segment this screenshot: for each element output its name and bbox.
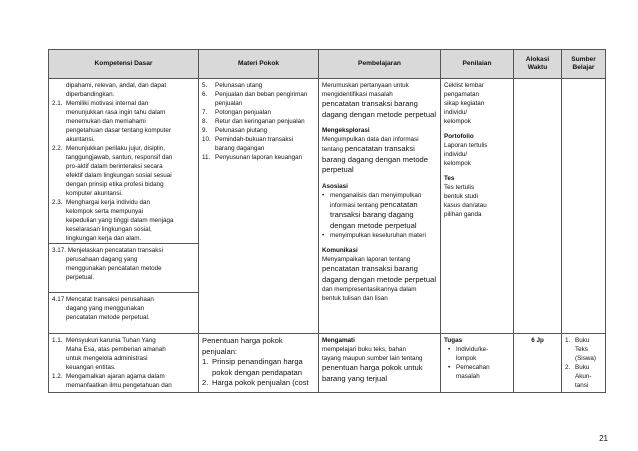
list-item: lingkungan kerja dan alam. (66, 235, 142, 242)
list-item: efektif dalam lingkungan sosial sesuai (66, 172, 172, 179)
pembelajaran-cell: Merumuskan pertanyaan untuk mengidentifikasi masalah pencatatan transaksi barang dagang dengan metode perpetual Mengeksplorasi Mengumpulkan data dan informasi tentang pencatatan transaksi barang dagang dengan metode perpetual Asosiasi • menganalisis dan menyimpulkan informasi tentang pencatatan transaksi barang dagang dengan metode perpetual • menyimpulkan keseluruhan materi Komunikasi Menyampaikan laporan tentang pencatatan transaksi barang dagang dengan metode perpetual dan mempresentasikannya dalam bentuk tulisan dan lisan (319, 79, 441, 334)
header-kompetensi-dasar: Kompetensi Dasar (49, 50, 199, 79)
list-item: 2. Harga pokok penjualan (cost (202, 378, 309, 387)
table-row (49, 334, 606, 393)
kd-3-17: 3.17. Menjelaskan pencatatan transaksi perusahaan dagang yang menggunakan pencatatan metode perpetual. (49, 243, 198, 292)
list-item: 7. Potongan penjualan (202, 109, 272, 116)
list-item: barang dagangan (215, 145, 265, 152)
list-item: 2.2. Menunjukkan perilaku jujur, disiplin, (52, 145, 166, 152)
list-item: menemukan dan memahami (66, 118, 146, 125)
list-item: 1. Buku (565, 337, 590, 344)
list-item: 1.2. Mengamalkan ajaran agama dalam (52, 373, 165, 380)
list-item: 1. Prinsip penandingan harga (202, 357, 303, 366)
materi-cell (199, 79, 319, 334)
alokasi-cell: 6 Jp (514, 334, 562, 393)
list-item: Akun- (575, 373, 592, 380)
list-item: Teks (575, 346, 588, 353)
header-penilaian: Penilaian (441, 50, 514, 79)
list-item: 10. Pemindah-bukuan transaksi (202, 136, 294, 143)
list-item: keuangan entitas. (66, 364, 116, 371)
list-item: 1.1. Mensyukuri karunia Tuhan Yang (52, 337, 156, 344)
list-item: pro-aktif dalam berinteraksi secara (66, 163, 163, 170)
kd-continuation: dipahami, relevan, andal, dan dapat diperbandingkan. (66, 82, 167, 98)
table-row (49, 79, 606, 334)
header-materi-pokok: Materi Pokok (199, 50, 319, 79)
list-item: pokok dengan pendapatan (212, 367, 302, 377)
header-row (49, 50, 606, 79)
list-item: akuntansi. (66, 136, 95, 143)
header-sumber-belajar: Sumber Belajar (562, 50, 606, 79)
komunikasi-title: Komunikasi (322, 247, 358, 254)
list-item: penjualan (215, 100, 243, 107)
bullet-icon: • (322, 191, 325, 199)
list-item: kelompok serta mempunyai (66, 208, 143, 215)
tes-title: Tes (444, 175, 455, 182)
list-item: untuk mengelola administrasi (66, 355, 148, 362)
syllabus-table (48, 49, 606, 393)
list-item: kepedulian yang tinggi dalam menjaga (66, 217, 174, 224)
list-item: 5. Pelunasan utang (202, 82, 263, 89)
materi-cell: Penentuan harga pokok penjualan: 1. Prinsip penandingan harga pokok dengan pendapatan 2. Harga pokok penjualan (cost (199, 334, 319, 393)
mengamati-title: Mengamati (322, 337, 355, 344)
alokasi-cell (514, 79, 562, 334)
penilaian-cell: Ceklist lembar pengamatan sikap kegiatan individu/ kelompok Portofolio Laporan tertulis individu/ kelompok Tes Tes tertulis bentuk studi kasus dan/atau pilihan ganda (441, 79, 514, 334)
tugas-title: Tugas (444, 337, 463, 344)
list-item: 2. Buku (565, 364, 590, 371)
list-item: 11. Penyusunan laporan keuangan (202, 154, 303, 161)
header-alokasi-waktu: Alokasi Waktu (514, 50, 562, 79)
list-item: 9. Pelunasan piutang (202, 127, 268, 134)
kd-4-17: 4.17 Mencatat transaksi perusahaan dagang yang menggunakan pencatatan metode perpetual. (49, 292, 198, 333)
sumber-cell (562, 79, 606, 334)
sumber-cell (562, 334, 606, 393)
list-item: 8. Retur dan keringanan penjualan (202, 118, 305, 125)
asosiasi-title: Asosiasi (322, 182, 348, 190)
page-number: 21 (599, 434, 608, 443)
list-item: Maha Esa, atas pemberian amanah (66, 346, 166, 353)
pembelajaran-cell: Mengamati mempelajari buku teks, bahan tayang maupun sumber lain tentang penentuan harga pokok untuk barang yang terjual (319, 334, 441, 393)
header-pembelajaran: Pembelajaran (319, 50, 441, 79)
bullet-icon: • (322, 232, 325, 239)
list-item: pengetahuan dasar tentang komputer (66, 127, 172, 134)
bullet-icon: • (448, 364, 451, 371)
list-item: tanggungjawab, santun, responsif dan (66, 154, 173, 161)
kd-list (52, 99, 195, 243)
list-item: keselarasan lingkungan sosial, (66, 226, 152, 233)
list-item: komputer akuntansi. (66, 190, 123, 197)
kd-cell (49, 79, 199, 334)
list-item: memanfaatkan ilmu pengetahuan dan (66, 382, 172, 389)
list-item: (Siswa) (575, 355, 596, 362)
penilaian-cell: Tugas • Individu/ke- lompok • Pemecahan masalah (441, 334, 514, 393)
list-item: 2.3. Menghargai kerja individu dan (52, 199, 151, 206)
list-item: 6. Penjualan dan beban pengiriman (202, 91, 308, 98)
list-item: tansi (575, 382, 589, 389)
kd-cell (49, 334, 199, 393)
list-item: dengan prinsip etika profesi bidang (66, 181, 164, 188)
eksplorasi-title: Mengeksplorasi (322, 127, 370, 134)
portofolio-title: Portofolio (444, 133, 474, 140)
list-item: 2.1. Memiliki motivasi internal dan (52, 100, 149, 107)
bullet-icon: • (448, 346, 451, 353)
list-item: menunjukkan rasa ingin tahu dalam (66, 109, 166, 116)
